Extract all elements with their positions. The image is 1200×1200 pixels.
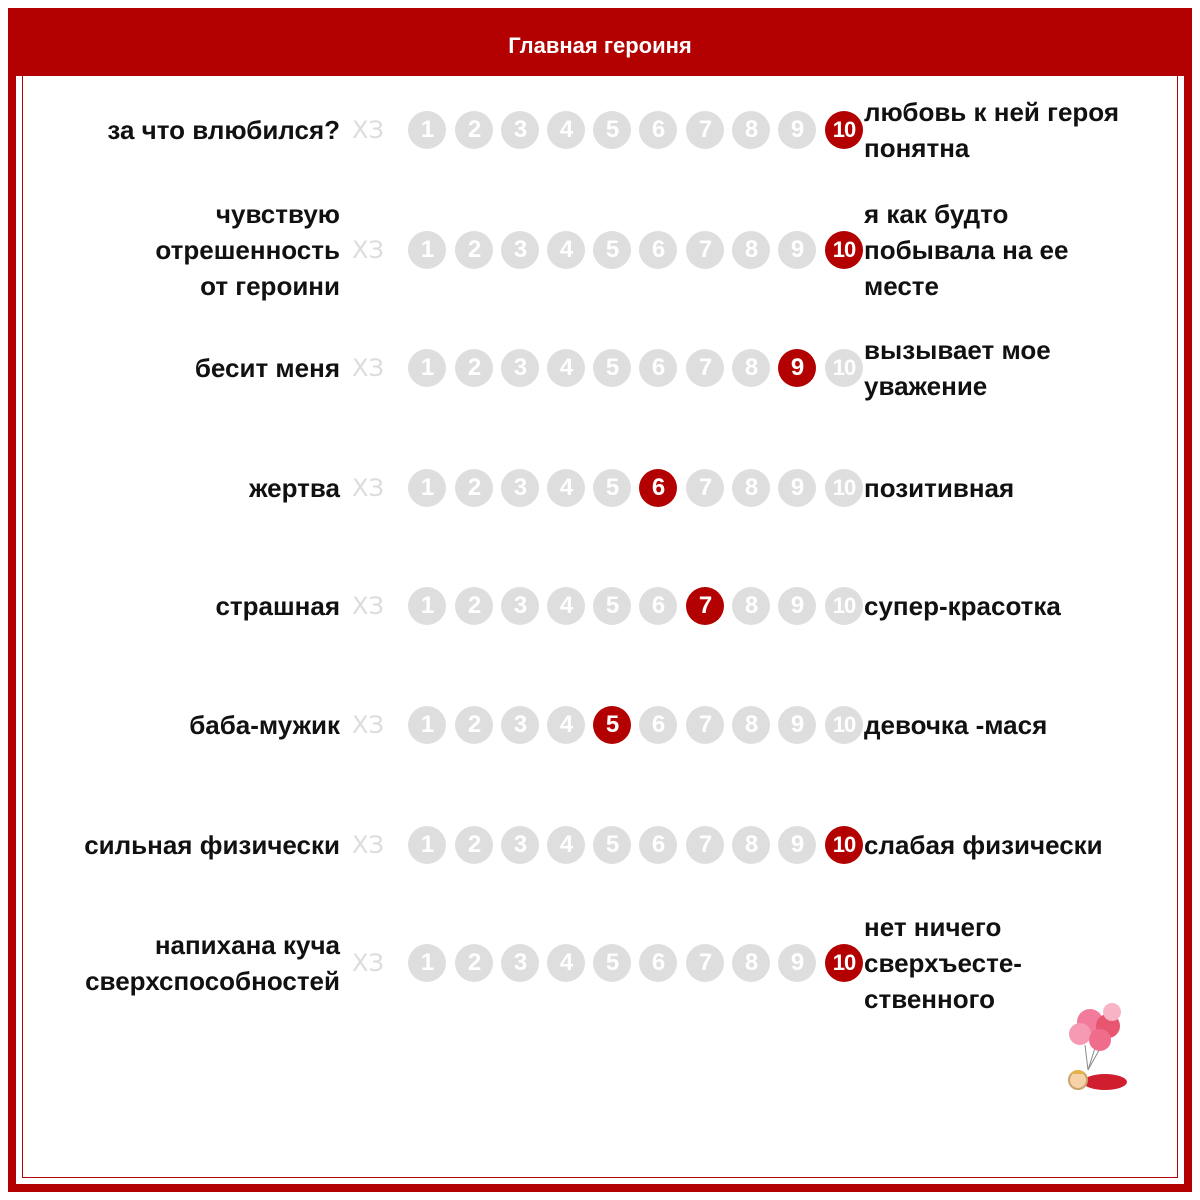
left-trait-label: бесит меня (194, 353, 340, 383)
rating-option[interactable]: 3 (501, 231, 539, 269)
rating-row (0, 591, 1200, 621)
rating-row (0, 199, 1200, 301)
rating-option[interactable]: 7 (686, 231, 724, 269)
rating-option[interactable]: 2 (455, 231, 493, 269)
right-trait-label: нет ничего сверхъесте- ственного (864, 912, 1022, 1014)
rating-option[interactable]: 2 (455, 469, 493, 507)
rating-option[interactable]: 10 (825, 469, 863, 507)
rating-option[interactable]: 1 (408, 469, 446, 507)
rating-option-selected[interactable]: 10 (825, 231, 863, 269)
rating-option[interactable]: 1 (408, 826, 446, 864)
rating-option[interactable]: 9 (778, 231, 816, 269)
rating-option[interactable]: 6 (639, 826, 677, 864)
rating-option-selected[interactable]: 5 (593, 706, 631, 744)
rating-option[interactable]: 3 (501, 111, 539, 149)
rating-option[interactable]: 3 (501, 826, 539, 864)
rating-option[interactable]: 8 (732, 944, 770, 982)
rating-option[interactable]: 6 (639, 231, 677, 269)
rating-option[interactable]: 7 (686, 706, 724, 744)
rating-option[interactable]: 1 (408, 231, 446, 269)
dont-know-option[interactable]: ХЗ (352, 354, 384, 382)
left-trait-label: напихана куча сверхспособностей (85, 930, 340, 996)
rating-option[interactable]: 2 (455, 111, 493, 149)
dont-know-option[interactable]: ХЗ (352, 711, 384, 739)
rating-row (0, 830, 1200, 860)
rating-option-selected[interactable]: 9 (778, 349, 816, 387)
rating-option-selected[interactable]: 10 (825, 111, 863, 149)
rating-option[interactable]: 6 (639, 706, 677, 744)
rating-option[interactable]: 6 (639, 349, 677, 387)
rating-option[interactable]: 1 (408, 706, 446, 744)
rating-option[interactable]: 3 (501, 706, 539, 744)
right-trait-label: любовь к ней героя понятна (864, 97, 1119, 163)
dont-know-option[interactable]: ХЗ (352, 592, 384, 620)
rating-option[interactable]: 10 (825, 587, 863, 625)
rating-option[interactable]: 9 (778, 587, 816, 625)
rating-option-selected[interactable]: 6 (639, 469, 677, 507)
rating-option[interactable]: 4 (547, 231, 585, 269)
rating-option[interactable]: 9 (778, 469, 816, 507)
rating-option[interactable]: 8 (732, 349, 770, 387)
rating-option[interactable]: 10 (825, 706, 863, 744)
rating-option[interactable]: 2 (455, 826, 493, 864)
rating-option[interactable]: 3 (501, 469, 539, 507)
rating-option[interactable]: 2 (455, 349, 493, 387)
rating-option[interactable]: 1 (408, 587, 446, 625)
page-title: Главная героиня (16, 16, 1184, 76)
rating-option[interactable]: 7 (686, 826, 724, 864)
rating-option[interactable]: 6 (639, 587, 677, 625)
rating-option[interactable]: 5 (593, 111, 631, 149)
rating-option[interactable]: 3 (501, 587, 539, 625)
right-trait-label: супер-красотка (864, 591, 1061, 621)
rating-option[interactable]: 4 (547, 826, 585, 864)
rating-option-selected[interactable]: 10 (825, 826, 863, 864)
right-trait-label: вызывает мое уважение (864, 335, 1051, 401)
balloon-girl-icon (1050, 1000, 1140, 1100)
rating-option[interactable]: 2 (455, 706, 493, 744)
rating-row (0, 335, 1200, 401)
right-trait-label: девочка -мася (864, 710, 1048, 740)
rating-option[interactable]: 2 (455, 587, 493, 625)
right-trait-label: я как будто побывала на ее месте (864, 199, 1069, 301)
rating-option[interactable]: 8 (732, 231, 770, 269)
rating-option[interactable]: 7 (686, 469, 724, 507)
rating-option[interactable]: 9 (778, 706, 816, 744)
rating-option[interactable]: 5 (593, 469, 631, 507)
rating-option[interactable]: 4 (547, 349, 585, 387)
left-trait-label: жертва (249, 473, 340, 503)
left-trait-label: за что влюбился? (107, 115, 340, 145)
rating-option[interactable]: 5 (593, 826, 631, 864)
rating-option[interactable]: 5 (593, 349, 631, 387)
rating-option-selected[interactable]: 7 (686, 587, 724, 625)
rating-option[interactable]: 6 (639, 111, 677, 149)
dont-know-option[interactable]: ХЗ (352, 236, 384, 264)
left-trait-label: чувствую отрешенность от героини (155, 199, 340, 301)
rating-option[interactable]: 4 (547, 587, 585, 625)
rating-option[interactable]: 8 (732, 587, 770, 625)
rating-option[interactable]: 4 (547, 706, 585, 744)
rating-option-selected[interactable]: 10 (825, 944, 863, 982)
rating-option[interactable]: 4 (547, 944, 585, 982)
rating-option[interactable]: 4 (547, 111, 585, 149)
right-trait-label: позитивная (864, 473, 1015, 503)
dont-know-option[interactable]: ХЗ (352, 949, 384, 977)
rating-option[interactable]: 9 (778, 111, 816, 149)
dont-know-option[interactable]: ХЗ (352, 474, 384, 502)
dont-know-option[interactable]: ХЗ (352, 831, 384, 859)
rating-row (0, 473, 1200, 503)
rating-option[interactable]: 5 (593, 231, 631, 269)
rating-option[interactable]: 2 (455, 944, 493, 982)
rating-option[interactable]: 9 (778, 826, 816, 864)
left-trait-label: сильная физически (84, 830, 340, 860)
left-trait-label: баба-мужик (189, 710, 340, 740)
rating-option[interactable]: 10 (825, 349, 863, 387)
rating-row (0, 710, 1200, 740)
rating-option[interactable]: 8 (732, 469, 770, 507)
rating-option[interactable]: 7 (686, 349, 724, 387)
rating-option[interactable]: 1 (408, 349, 446, 387)
right-trait-label: слабая физически (864, 830, 1103, 860)
rating-option[interactable]: 5 (593, 944, 631, 982)
rating-option[interactable]: 9 (778, 944, 816, 982)
rating-option[interactable]: 8 (732, 826, 770, 864)
dont-know-option[interactable]: ХЗ (352, 116, 384, 144)
rating-option[interactable]: 1 (408, 944, 446, 982)
rating-option[interactable]: 1 (408, 111, 446, 149)
rating-option[interactable]: 3 (501, 349, 539, 387)
rating-option[interactable]: 8 (732, 111, 770, 149)
rating-option[interactable]: 8 (732, 706, 770, 744)
rating-row (0, 912, 1200, 1014)
rating-option[interactable]: 4 (547, 469, 585, 507)
rating-option[interactable]: 7 (686, 111, 724, 149)
rating-option[interactable]: 3 (501, 944, 539, 982)
rating-option[interactable]: 6 (639, 944, 677, 982)
rating-option[interactable]: 7 (686, 944, 724, 982)
rating-option[interactable]: 5 (593, 587, 631, 625)
rating-row (0, 97, 1200, 163)
left-trait-label: страшная (215, 591, 340, 621)
